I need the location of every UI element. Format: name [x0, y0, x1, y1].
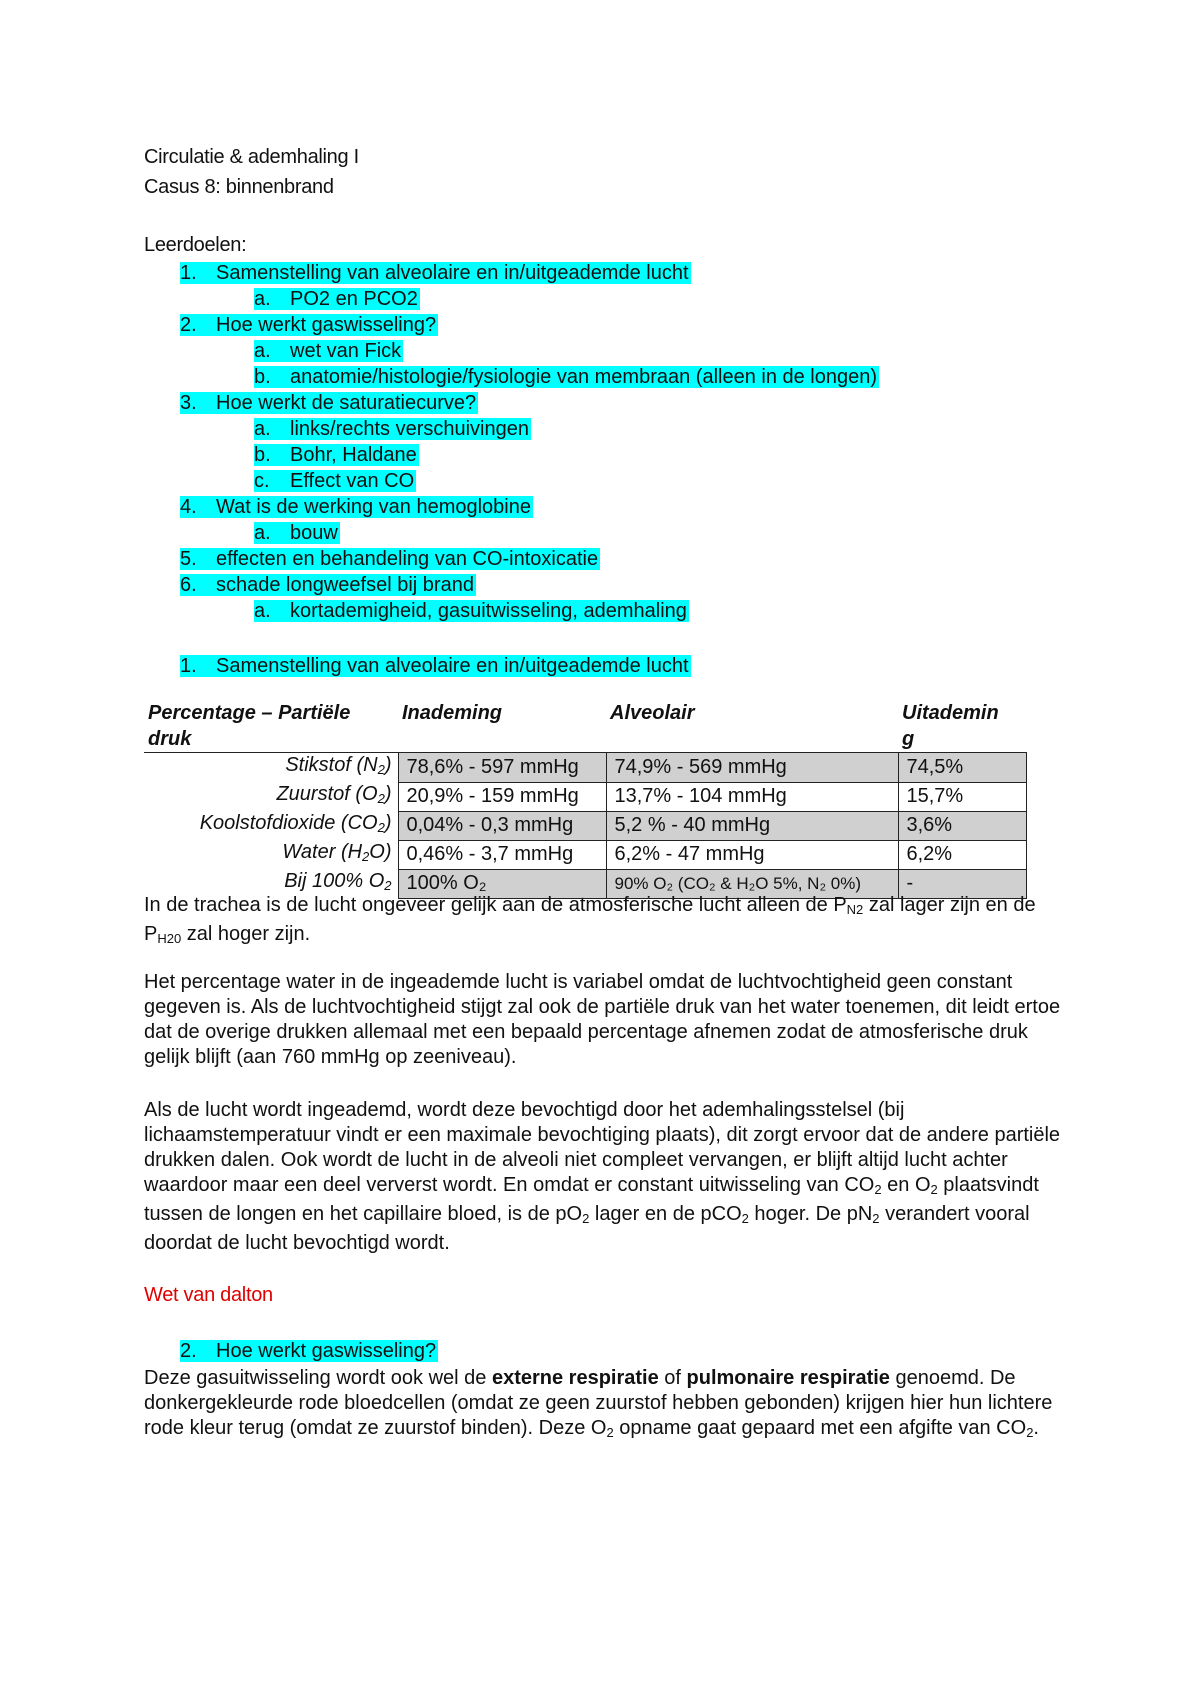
cell-uitademing: - [898, 869, 1026, 898]
table-row [144, 782, 1026, 811]
document-subtitle: Casus 8: binnenbrand [144, 176, 334, 198]
gas-composition-table [144, 700, 1027, 899]
goal-subitem: a. wet van Fick [254, 340, 402, 362]
goal-item: 4. Wat is de werking van hemoglobine [180, 496, 531, 518]
cell-uitademing: 74,5% [898, 753, 1026, 783]
goal-item: 2. Hoe werkt gaswisseling? [180, 314, 437, 336]
col-header-alveolair: Alveolair [606, 700, 898, 753]
goal-item: 1. Samenstelling van alveolaire en in/uitgeademde lucht [180, 262, 689, 284]
goal-subitem: b. Bohr, Haldane [254, 444, 417, 466]
table-row [144, 753, 1026, 783]
table-header-row [144, 700, 1026, 753]
goals-heading: Leerdoelen: [144, 234, 247, 256]
goal-subitem: a. kortademigheid, gasuitwisseling, ademhaling [254, 600, 687, 622]
goal-subitem: b. anatomie/histologie/fysiologie van membraan (alleen in de longen) [254, 366, 878, 388]
document-title: Circulatie & ademhaling I [144, 146, 359, 168]
col-header-uitademing: Uitademin g [898, 700, 1026, 753]
cell-alveolair: 13,7% - 104 mmHg [606, 782, 898, 811]
dalton-heading: Wet van dalton [144, 1284, 273, 1306]
section-heading-2: 2. Hoe werkt gaswisseling? [180, 1340, 437, 1362]
table-row [144, 840, 1026, 869]
col-header-inademing: Inademing [398, 700, 606, 753]
goal-subitem: a. bouw [254, 522, 338, 544]
cell-uitademing: 3,6% [898, 811, 1026, 840]
row-label: Water $(H_2O)$ [282, 841, 392, 864]
paragraph-water: Het percentage water in de ingeademde lucht is variabel omdat de luchtvochtigheid geen constant gegeven is. Als de luchtvochtigheid stijgt zal ook de partiële druk van het water toenemen, dit leidt ertoe dat de overige drukken allemaal met een bepaald percentage afnemen zodat de atmosferische druk gelijk blijft (aan 760 mmHg op zeeniveau). [144, 971, 1061, 1068]
paragraph-gas-exchange: Deze gasuitwisseling wordt ook wel de externe respiratie of pulmonaire respiratie genoemd. De donkergekleurde rode bloedcellen (omdat ze geen zuurstof hebben gebonden) krijgen hier hun lichtere rode kleur terug (omdat ze zuurstof binden). Deze $O_2$ opname gaat gepaard met een afgifte van $CO_2$. [144, 1367, 1053, 1440]
cell-alveolair: 74,9% - 569 mmHg [606, 753, 898, 783]
goal-item: 5. effecten en behandeling van CO-intoxicatie [180, 548, 599, 570]
section-heading-1: 1. Samenstelling van alveolaire en in/uitgeademde lucht [180, 655, 689, 677]
goal-item: 6. schade longweefsel bij brand [180, 574, 474, 596]
cell-alveolair: 90% O₂ (CO₂ & H₂O 5%, N₂ 0%) [606, 869, 898, 898]
row-label: Bij 100% $O_2$ [284, 870, 392, 893]
paragraph-humidification: Als de lucht wordt ingeademd, wordt deze bevochtigd door het ademhalingsstelsel (bij lichaamstemperatuur vindt er een maximale bevochtiging plaats), dit zorgt ervoor dat de andere partiële drukken dalen. Ook wordt de lucht in de alveoli niet compleet vervangen, er blijft altijd lucht achter waardoor maar een deel ververst wordt. En omdat er constant uitwisseling van $CO_2$ en $O_2$ plaatsvindt tussen de longen en het capillaire bloed, is de $pO_2$ lager en de pCO$_2$ hoger. De $pN_2$ verandert vooral doordat de lucht bevochtigd wordt. [144, 1099, 1061, 1254]
cell-inademing: 100% O₂ [398, 869, 606, 898]
row-label: Koolstofdioxide $(CO_2)$ [199, 812, 392, 835]
row-label: Zuurstof $(O_2)$ [276, 783, 392, 806]
cell-inademing: 20,9% - 159 mmHg [398, 782, 606, 811]
cell-alveolair: 6,2% - 47 mmHg [606, 840, 898, 869]
cell-alveolair: 5,2 % - 40 mmHg [606, 811, 898, 840]
goal-subitem: c. Effect van CO [254, 470, 415, 492]
goal-item: 3. Hoe werkt de saturatiecurve? [180, 392, 477, 414]
row-label: Stikstof $(N_2)$ [285, 754, 392, 777]
cell-inademing: 0,04% - 0,3 mmHg [398, 811, 606, 840]
cell-inademing: 78,6% - 597 mmHg [398, 753, 606, 783]
cell-inademing: 0,46% - 3,7 mmHg [398, 840, 606, 869]
table-row [144, 811, 1026, 840]
col-header-percentage: Percentage – Partiële druk [144, 700, 398, 753]
paragraph-trachea: In de trachea is de lucht ongeveer gelijk aan de atmosferische lucht alleen de $P_{N2}$ zal lager zijn en de $P_{H20}$ zal hoger zijn. [144, 894, 1036, 946]
cell-uitademing: 6,2% [898, 840, 1026, 869]
cell-uitademing: 15,7% [898, 782, 1026, 811]
goal-subitem: a. PO2 en PCO2 [254, 288, 418, 310]
goal-subitem: a. links/rechts verschuivingen [254, 418, 529, 440]
